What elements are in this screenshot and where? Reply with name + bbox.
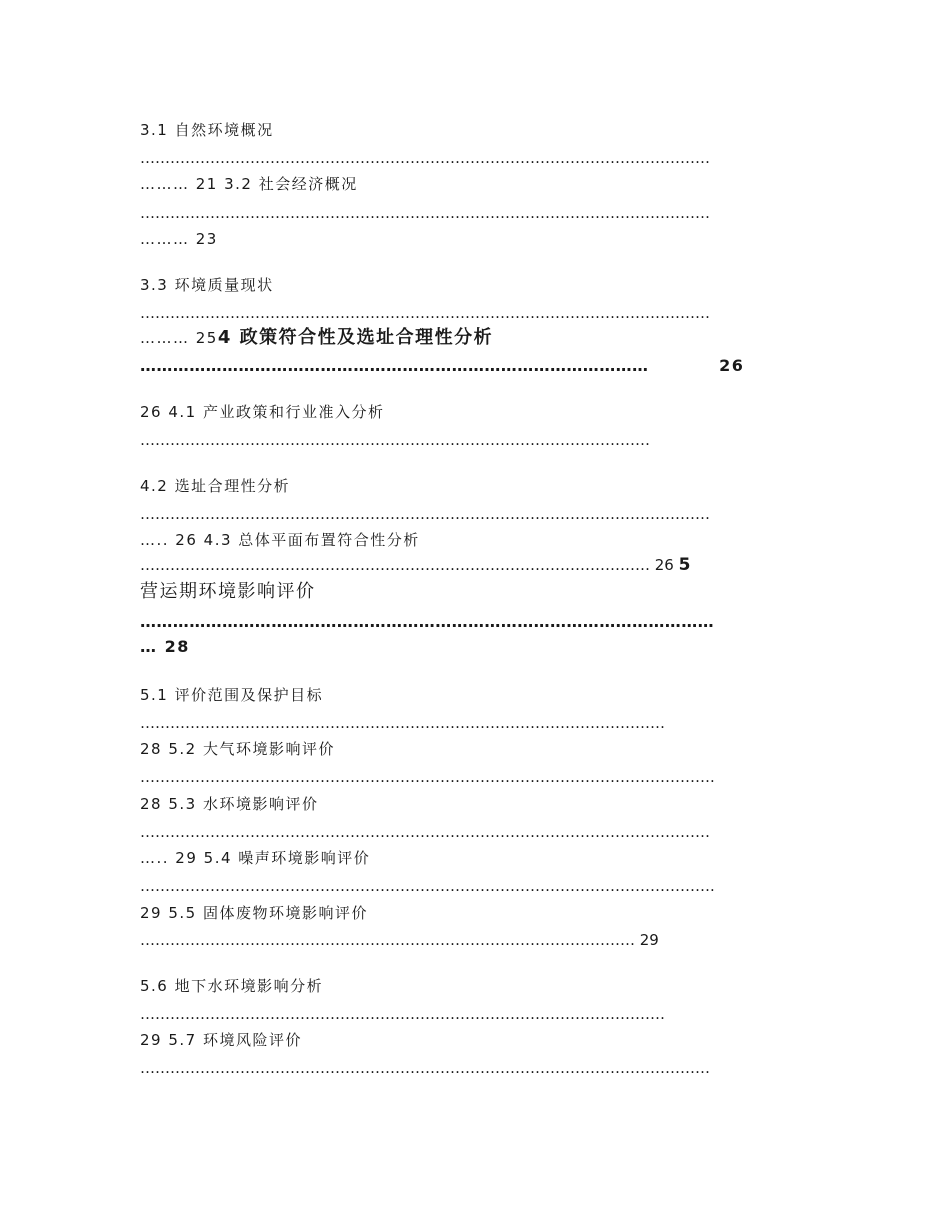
toc-leader-dots: ……………………………………………………………………………………………………: [140, 1059, 710, 1077]
toc-entry-3-1: 3.1 自然环境概况: [140, 121, 274, 139]
toc-entry-4-3: ….. 26 4.3 总体平面布置符合性分析: [140, 531, 420, 549]
toc-entry-4-3-leader: [140, 555, 690, 575]
toc-entry-5-1: 5.1 评价范围及保护目标: [140, 686, 324, 704]
chapter-5-title: 营运期环境影响评价: [140, 581, 316, 602]
toc-leader-dots: …………………………………………………………………………………………: [140, 431, 650, 449]
toc-leader-dots: ……………………………………………………………………………………………………: [140, 823, 710, 841]
toc-leader-dots: …………………………………………………………………………………………………….: [140, 768, 715, 786]
toc-page-number: ……… 23: [140, 230, 218, 248]
toc-entry-4-1: 26 4.1 产业政策和行业准入分析: [140, 403, 385, 421]
toc-page-number: … 28: [140, 637, 190, 656]
toc-entry-5-7: 29 5.7 环境风险评价: [140, 1031, 302, 1049]
chapter-5-number: 5: [678, 555, 691, 575]
toc-entry-3-3: 3.3 环境质量现状: [140, 276, 274, 294]
toc-entry-chapter-4: [140, 328, 493, 348]
toc-leader-dots: ……………………………………………………………………………………………: [140, 1005, 665, 1023]
toc-chapter-4-leader: [140, 356, 744, 376]
toc-leader-dots: ……………………………………………………………………………………………………: [140, 204, 710, 222]
toc-page-number: 26: [712, 356, 745, 375]
toc-entry-5-5: 29 5.5 固体废物环境影响评价: [140, 904, 368, 922]
toc-leader-dots: ……………………………………………………………………………………… 29: [140, 931, 659, 949]
toc-leader-dots: ……………………………………………………………………………………………………: [140, 505, 710, 523]
toc-leader-dots: ……………………………………………………………………………………………………: [140, 149, 710, 167]
toc-entry-5-6: 5.6 地下水环境影响分析: [140, 977, 324, 995]
toc-leader-dots: …………………………………………………………………………………: [140, 356, 649, 375]
toc-entry-5-3: 28 5.3 水环境影响评价: [140, 795, 319, 813]
toc-leader-dots: ……………………………………………………………………………………………………: [140, 304, 710, 322]
toc-entry-5-4: ….. 29 5.4 噪声环境影响评价: [140, 849, 371, 867]
chapter-4-title: 4 政策符合性及选址合理性分析: [217, 327, 494, 348]
toc-entry-4-2: 4.2 选址合理性分析: [140, 477, 291, 495]
toc-entry-3-2: ……… 21 3.2 社会经济概况: [140, 175, 358, 193]
toc-leader-dots: ……………………………………………………………………………………………: [140, 612, 714, 631]
toc-leader-dots: ……………………………………………………………………………………………: [140, 714, 665, 732]
toc-leader-dots: ………………………………………………………………………………………… 26: [140, 556, 679, 574]
toc-entry-5-2: 28 5.2 大气环境影响评价: [140, 740, 335, 758]
toc-page-number: ……… 25: [140, 329, 218, 347]
toc-leader-dots: …………………………………………………………………………………………………….: [140, 877, 715, 895]
